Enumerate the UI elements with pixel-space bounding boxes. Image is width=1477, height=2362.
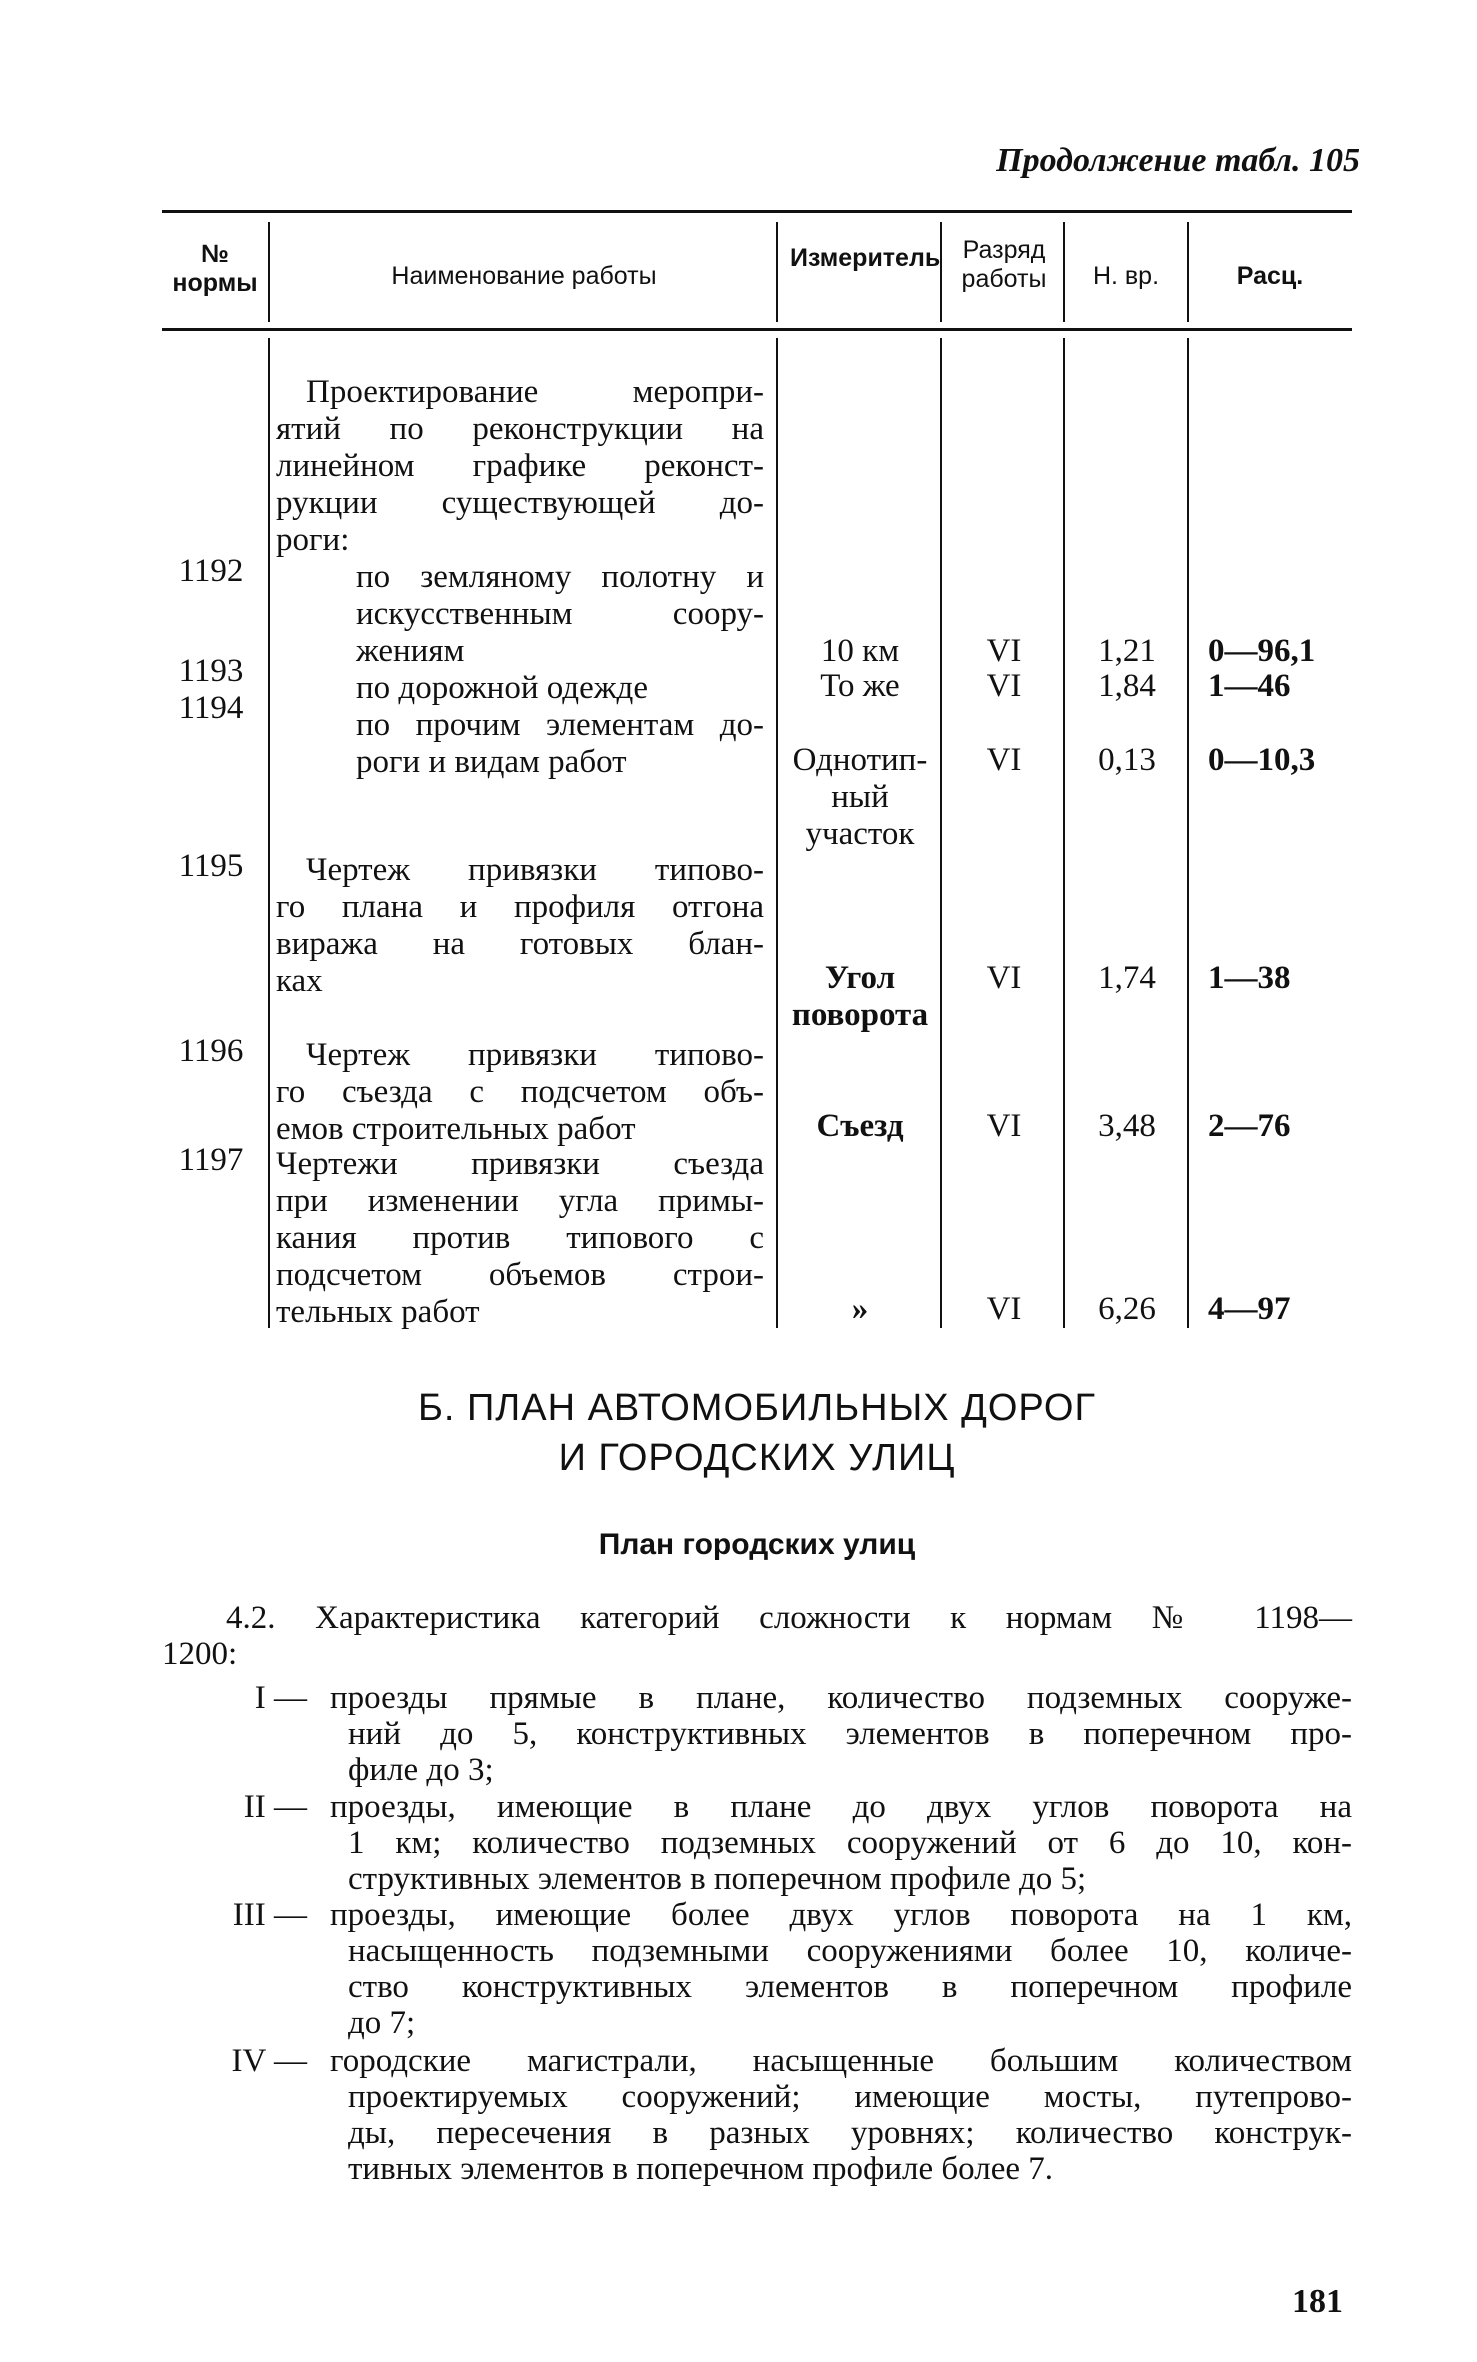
work-name-line: Чертеж привязки типово-	[306, 1037, 764, 1073]
header-divider	[776, 222, 778, 322]
category-label: III —	[232, 1897, 307, 1933]
body-divider	[268, 338, 270, 1328]
unit-cell: поворота	[791, 997, 929, 1033]
body-divider	[1187, 338, 1189, 1328]
header-time: Н. вр.	[1092, 262, 1160, 290]
category-description	[330, 1897, 1352, 2041]
category-item	[162, 1789, 1352, 1899]
body-divider	[1063, 338, 1065, 1328]
rate-cell: 2—76	[1208, 1108, 1291, 1144]
header-rate: Расц.	[1236, 262, 1304, 290]
category-line: 1 км; количество подземных сооружений от 6 до 10, кон-	[348, 1825, 1352, 1861]
category-line: структивных элементов в поперечном профиле до 5;	[348, 1861, 1087, 1897]
header-divider	[268, 222, 270, 322]
unit-cell: ный	[831, 779, 889, 815]
grade-cell: VI	[986, 633, 1022, 669]
table-top-rule	[162, 210, 1352, 213]
category-line: насыщенность подземными сооружениями более 10, количе-	[348, 1933, 1352, 1969]
time-norm-cell: 1,21	[1098, 633, 1156, 669]
work-name-line: искусственным соору-	[356, 596, 764, 632]
time-norm-cell: 0,13	[1098, 742, 1156, 778]
work-name-line: кания против типового с	[276, 1220, 764, 1256]
unit-cell: 10 км	[820, 633, 900, 669]
body-divider	[940, 338, 942, 1328]
category-label: IV —	[231, 2043, 307, 2079]
unit-cell: Съезд	[816, 1108, 904, 1144]
work-name-line: Чертежи привязки съезда	[276, 1146, 764, 1182]
category-line: до 7;	[348, 2005, 416, 2041]
work-name-line: по земляному полотну и	[356, 559, 764, 595]
unit-cell: »	[851, 1291, 869, 1327]
category-line: филе до 3;	[348, 1752, 494, 1788]
category-line: ство конструктивных элементов в поперечном профиле	[348, 1969, 1352, 2005]
rate-cell: 0—96,1	[1208, 633, 1316, 669]
norm-number: 1193	[178, 653, 244, 689]
work-name-line: ках	[276, 963, 323, 999]
category-label: II —	[243, 1789, 307, 1825]
rate-cell: 1—38	[1208, 960, 1291, 996]
grade-cell: VI	[986, 1291, 1022, 1327]
rate-cell: 1—46	[1208, 668, 1291, 704]
unit-cell: участок	[805, 816, 915, 852]
category-line: ды, пересечения в разных уровнях; количество конструк-	[348, 2115, 1352, 2151]
work-name-line: го съезда с подсчетом объ-	[276, 1074, 764, 1110]
category-description	[330, 1680, 1352, 1788]
category-item	[162, 2043, 1352, 2189]
table-continuation-caption: Продолжение табл. 105	[996, 142, 1360, 179]
paragraph-line: 1200:	[162, 1636, 238, 1672]
work-name-line: го плана и профиля отгона	[276, 889, 764, 925]
grade-cell: VI	[986, 960, 1022, 996]
header-divider	[1187, 222, 1189, 322]
work-name-line: емов строительных работ	[276, 1111, 636, 1147]
grade-cell: VI	[986, 668, 1022, 704]
norm-number: 1197	[178, 1142, 244, 1178]
work-name-line: тельных работ	[276, 1294, 480, 1330]
table-intro-line: Проектирование меропри-	[306, 374, 764, 410]
work-name-line: по дорожной одежде	[356, 670, 648, 706]
table-intro-line: рукции существующей до-	[276, 485, 764, 521]
grade-cell: VI	[986, 1108, 1022, 1144]
section-title-line: И ГОРОДСКИХ УЛИЦ	[558, 1437, 956, 1479]
body-divider	[776, 338, 778, 1328]
category-line: проезды, имеющие более двух углов поворота на 1 км,	[330, 1897, 1352, 1933]
work-name-line: по прочим элементам до-	[356, 707, 764, 743]
section-subtitle: План городских улиц	[598, 1528, 916, 1561]
header-divider	[940, 222, 942, 322]
section-title-line: Б. ПЛАН АВТОМОБИЛЬНЫХ ДОРОГ	[417, 1387, 1097, 1429]
category-line: тивных элементов в поперечном профиле более 7.	[348, 2151, 1054, 2187]
category-line: проектируемых сооружений; имеющие мосты, путепрово-	[348, 2079, 1352, 2115]
category-item	[162, 1680, 1352, 1790]
category-line: городские магистрали, насыщенные большим количеством	[330, 2043, 1352, 2079]
work-name-line: жениям	[356, 633, 465, 669]
category-line: проезды прямые в плане, количество подземных сооруже-	[330, 1680, 1352, 1716]
work-name-line: Чертеж привязки типово-	[306, 852, 764, 888]
header-number: № нормы	[172, 240, 258, 297]
page-number: 181	[1292, 2283, 1343, 2320]
work-name-line: роги и видам работ	[356, 744, 627, 780]
category-description	[330, 1789, 1352, 1897]
table-intro-line: роги:	[276, 522, 350, 558]
time-norm-cell: 1,84	[1098, 668, 1156, 704]
unit-cell: То же	[820, 668, 900, 704]
header-name: Наименование работы	[391, 262, 657, 290]
rate-cell: 0—10,3	[1208, 742, 1316, 778]
time-norm-cell: 1,74	[1098, 960, 1156, 996]
unit-cell: Однотип-	[792, 742, 928, 778]
category-item	[162, 1897, 1352, 2043]
grade-cell: VI	[986, 742, 1022, 778]
paragraph-line: 4.2. Характеристика категорий сложности к нормам № 1198—	[226, 1600, 1352, 1636]
work-name-line: виража на готовых блан-	[276, 926, 764, 962]
table-intro-line: линейном графике реконст-	[276, 448, 764, 484]
norm-number: 1192	[178, 553, 244, 589]
unit-cell: Угол	[824, 960, 896, 996]
header-divider	[1063, 222, 1065, 322]
norm-number: 1195	[178, 848, 244, 884]
work-name-line: подсчетом объемов строи-	[276, 1257, 764, 1293]
header-unit: Измеритель	[790, 244, 941, 272]
norm-number: 1194	[178, 690, 244, 726]
rate-cell: 4—97	[1208, 1291, 1291, 1327]
work-name-line: при изменении угла примы-	[276, 1183, 764, 1219]
time-norm-cell: 3,48	[1098, 1108, 1156, 1144]
table-intro-line: ятий по реконструкции на	[276, 411, 764, 447]
category-description	[330, 2043, 1352, 2187]
norm-number: 1196	[178, 1033, 244, 1069]
category-label: I —	[254, 1680, 307, 1716]
header-grade: Разряд работы	[961, 236, 1047, 293]
category-line: проезды, имеющие в плане до двух углов поворота на	[330, 1789, 1352, 1825]
time-norm-cell: 6,26	[1098, 1291, 1156, 1327]
category-line: ний до 5, конструктивных элементов в поперечном про-	[348, 1716, 1352, 1752]
table-header-rule	[162, 328, 1352, 331]
